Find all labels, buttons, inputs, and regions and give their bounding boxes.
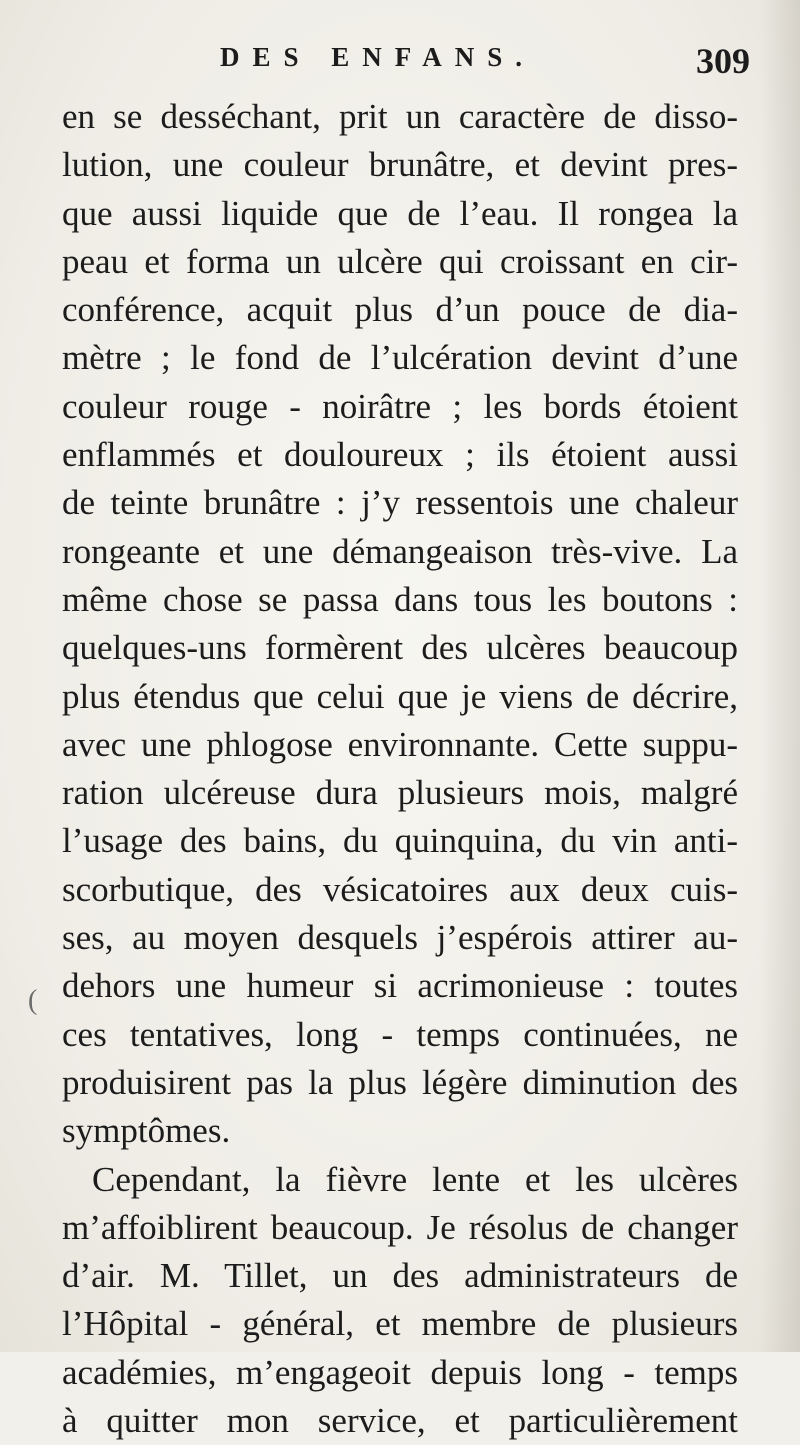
text-line: conférence, acquit plus d’un pouce de dia- — [62, 290, 738, 330]
text-line-paragraph-start: Cependant, la fièvre lente et les ulcères — [92, 1159, 738, 1199]
text-line: avec une phlogose environnante. Cette suppu- — [62, 724, 738, 764]
text-line: ration ulcéreuse dura plusieurs mois, malgré — [62, 773, 738, 813]
page-number: 309 — [696, 41, 750, 81]
text-line: l’Hôpital - général, et membre de plusieurs — [62, 1304, 738, 1344]
text-line: à quitter mon service, et particulièrement — [62, 1401, 738, 1441]
text-line-paragraph-end: symptômes. — [62, 1111, 231, 1151]
running-head: DES ENFANS. — [220, 42, 536, 72]
text-line: quelques-uns formèrent des ulcères beaucoup — [62, 628, 738, 668]
text-line: ses, au moyen desquels j’espérois attirer au- — [62, 918, 738, 958]
text-line: de teinte brunâtre : j’y ressentois une chaleur — [62, 483, 738, 523]
text-line: dehors une humeur si acrimonieuse : toutes — [62, 966, 738, 1006]
page-header — [60, 42, 750, 92]
text-line: produisirent pas la plus légère diminution des — [62, 1062, 738, 1102]
text-line: d’air. M. Tillet, un des administrateurs de — [62, 1256, 738, 1296]
text-line: l’usage des bains, du quinquina, du vin anti- — [62, 821, 738, 861]
text-line: académies, m’engageoit depuis long - temps — [62, 1352, 738, 1392]
text-line: lution, une couleur brunâtre, et devint pres- — [62, 145, 738, 185]
text-line: que aussi liquide que de l’eau. Il rongea la — [62, 193, 738, 233]
body-text — [62, 93, 738, 1445]
text-line: m’affoiblirent beaucoup. Je résolus de changer — [62, 1207, 738, 1247]
margin-mark: ( — [28, 985, 38, 1016]
page-edge-shadow — [760, 0, 800, 1352]
text-line: même chose se passa dans tous les boutons : — [62, 579, 738, 619]
text-line: couleur rouge - noirâtre ; les bords étoient — [62, 386, 738, 426]
text-line: enflammés et douloureux ; ils étoient aussi — [62, 435, 738, 475]
text-line: peau et forma un ulcère qui croissant en cir- — [62, 241, 738, 281]
text-line: mètre ; le fond de l’ulcération devint d’une — [62, 338, 738, 378]
text-line: ces tentatives, long - temps continuées, ne — [62, 1014, 738, 1054]
text-line: en se desséchant, prit un caractère de disso- — [62, 97, 738, 136]
text-line: scorbutique, des vésicatoires aux deux cuis- — [62, 869, 738, 909]
text-line: plus étendus que celui que je viens de décrire, — [62, 676, 738, 716]
text-line: rongeante et une démangeaison très-vive. La — [62, 531, 738, 571]
